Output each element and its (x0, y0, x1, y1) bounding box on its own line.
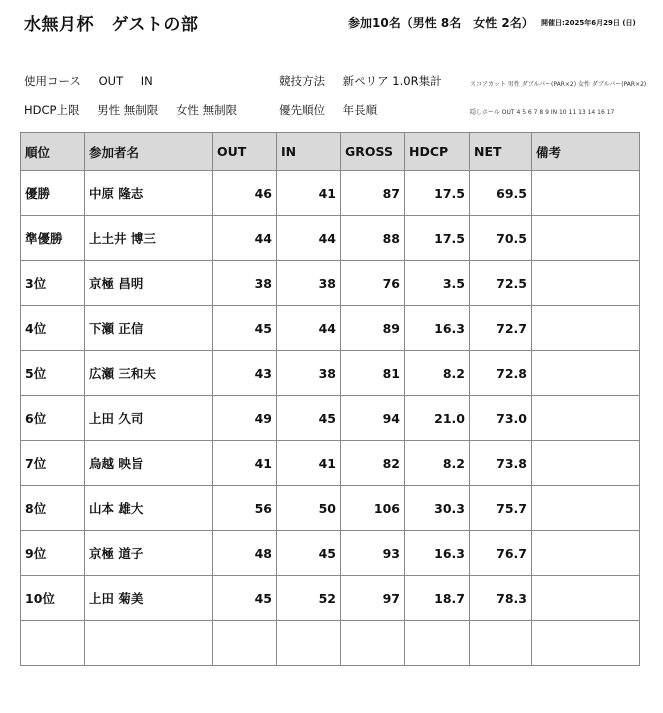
priority-value: 年長順 (342, 103, 378, 117)
header-rank: 順位 (21, 133, 85, 171)
gross-cell: 97 (341, 576, 405, 621)
name-cell: 京極 道子 (85, 531, 213, 576)
note-cell (532, 216, 640, 261)
out-cell: 46 (213, 171, 277, 216)
out-cell: 56 (213, 486, 277, 531)
name-cell: 京極 昌明 (85, 261, 213, 306)
note-cell (532, 576, 640, 621)
rank-cell: 6位 (21, 396, 85, 441)
rank-cell: 3位 (21, 261, 85, 306)
table-row (21, 441, 640, 486)
net-cell: 75.7 (470, 486, 532, 531)
priority-label: 優先順位 (279, 103, 325, 117)
rank-cell: 7位 (21, 441, 85, 486)
header-note: 備考 (532, 133, 640, 171)
note-cell (532, 621, 640, 666)
in-cell: 38 (277, 351, 341, 396)
hdcp-female: 女性 無制限 (175, 103, 238, 117)
out-cell: 43 (213, 351, 277, 396)
out-cell: 41 (213, 441, 277, 486)
table-row (21, 171, 640, 216)
in-cell: 41 (277, 171, 341, 216)
method-label: 競技方法 (279, 74, 325, 88)
out-cell: 44 (213, 216, 277, 261)
in-cell: 44 (277, 306, 341, 351)
net-cell: 72.8 (470, 351, 532, 396)
gross-cell (341, 621, 405, 666)
note-cell (532, 441, 640, 486)
name-cell: 上田 久司 (85, 396, 213, 441)
hdcp-male: 男性 無制限 (97, 103, 159, 117)
gross-cell: 93 (341, 531, 405, 576)
rank-cell: 8位 (21, 486, 85, 531)
in-cell: 44 (277, 216, 341, 261)
name-cell: 上田 菊美 (85, 576, 213, 621)
note-cell (532, 531, 640, 576)
method-info (279, 73, 456, 89)
net-cell: 76.7 (470, 531, 532, 576)
net-cell: 78.3 (470, 576, 532, 621)
table-row (21, 216, 640, 261)
gross-cell: 76 (341, 261, 405, 306)
out-cell: 45 (213, 306, 277, 351)
table-header-row (21, 133, 640, 171)
gross-cell: 88 (341, 216, 405, 261)
score-cut-info: スコアカット 男性 ダブルパー(PAR×2) 女性 ダブルパー(PAR×2) (470, 81, 647, 88)
in-cell: 50 (277, 486, 341, 531)
gross-cell: 87 (341, 171, 405, 216)
header-out: OUT (213, 133, 277, 171)
hdcp-cell: 8.2 (405, 351, 470, 396)
hidden-holes-info: 隠しホール OUT 4 5 6 7 8 9 IN 10 11 13 14 16 17 (470, 109, 615, 116)
table-row (21, 621, 640, 666)
gross-cell: 81 (341, 351, 405, 396)
out-cell: 49 (213, 396, 277, 441)
table-row (21, 531, 640, 576)
course-label: 使用コース (24, 74, 81, 88)
out-cell: 45 (213, 576, 277, 621)
out-cell: 38 (213, 261, 277, 306)
rank-cell (21, 621, 85, 666)
page-title: 水無月杯 ゲストの部 (24, 15, 199, 35)
net-cell (470, 621, 532, 666)
header-name: 参加者名 (85, 133, 213, 171)
note-cell (532, 261, 640, 306)
note-cell (532, 396, 640, 441)
name-cell: 下瀬 正信 (85, 306, 213, 351)
net-cell: 70.5 (470, 216, 532, 261)
name-cell: 上土井 博三 (85, 216, 213, 261)
name-cell (85, 621, 213, 666)
gross-cell: 106 (341, 486, 405, 531)
header-in: IN (277, 133, 341, 171)
hdcp-cell: 3.5 (405, 261, 470, 306)
note-cell (532, 306, 640, 351)
note-cell (532, 171, 640, 216)
hdcp-label: HDCP上限 (24, 103, 80, 117)
in-cell: 38 (277, 261, 341, 306)
gross-cell: 94 (341, 396, 405, 441)
header-net: NET (470, 133, 532, 171)
out-cell (213, 621, 277, 666)
header-gross: GROSS (341, 133, 405, 171)
rank-cell: 優勝 (21, 171, 85, 216)
net-cell: 72.7 (470, 306, 532, 351)
out-cell: 48 (213, 531, 277, 576)
method-value: 新ペリア 1.0R集計 (342, 74, 442, 88)
in-cell (277, 621, 341, 666)
name-cell: 山本 雄大 (85, 486, 213, 531)
table-row (21, 306, 640, 351)
rank-cell: 9位 (21, 531, 85, 576)
hdcp-cell: 17.5 (405, 171, 470, 216)
net-cell: 69.5 (470, 171, 532, 216)
name-cell: 広瀬 三和夫 (85, 351, 213, 396)
hdcp-cell (405, 621, 470, 666)
course-out: OUT (98, 74, 124, 88)
hdcp-cell: 18.7 (405, 576, 470, 621)
hdcp-cell: 16.3 (405, 531, 470, 576)
net-cell: 73.8 (470, 441, 532, 486)
net-cell: 73.0 (470, 396, 532, 441)
net-cell: 72.5 (470, 261, 532, 306)
rank-cell: 10位 (21, 576, 85, 621)
hdcp-cell: 17.5 (405, 216, 470, 261)
hdcp-cell: 21.0 (405, 396, 470, 441)
rank-cell: 5位 (21, 351, 85, 396)
hdcp-cell: 8.2 (405, 441, 470, 486)
event-date: 開催日:2025年6月29日 (日) (541, 19, 636, 27)
header-hdcp: HDCP (405, 133, 470, 171)
name-cell: 中原 隆志 (85, 171, 213, 216)
hdcp-cell: 30.3 (405, 486, 470, 531)
table-row (21, 486, 640, 531)
course-info (24, 73, 167, 89)
hdcp-info (24, 102, 251, 118)
hdcp-cell: 16.3 (405, 306, 470, 351)
table-row (21, 576, 640, 621)
results-table (20, 132, 640, 666)
note-cell (532, 486, 640, 531)
course-in: IN (140, 74, 153, 88)
rank-cell: 4位 (21, 306, 85, 351)
in-cell: 52 (277, 576, 341, 621)
table-row (21, 396, 640, 441)
gross-cell: 89 (341, 306, 405, 351)
rank-cell: 準優勝 (21, 216, 85, 261)
gross-cell: 82 (341, 441, 405, 486)
table-row (21, 261, 640, 306)
in-cell: 41 (277, 441, 341, 486)
name-cell: 烏越 映旨 (85, 441, 213, 486)
table-row (21, 351, 640, 396)
in-cell: 45 (277, 396, 341, 441)
note-cell (532, 351, 640, 396)
participant-count: 参加10名（男性 8名 女性 2名） (348, 16, 534, 30)
priority-info (279, 102, 391, 118)
in-cell: 45 (277, 531, 341, 576)
